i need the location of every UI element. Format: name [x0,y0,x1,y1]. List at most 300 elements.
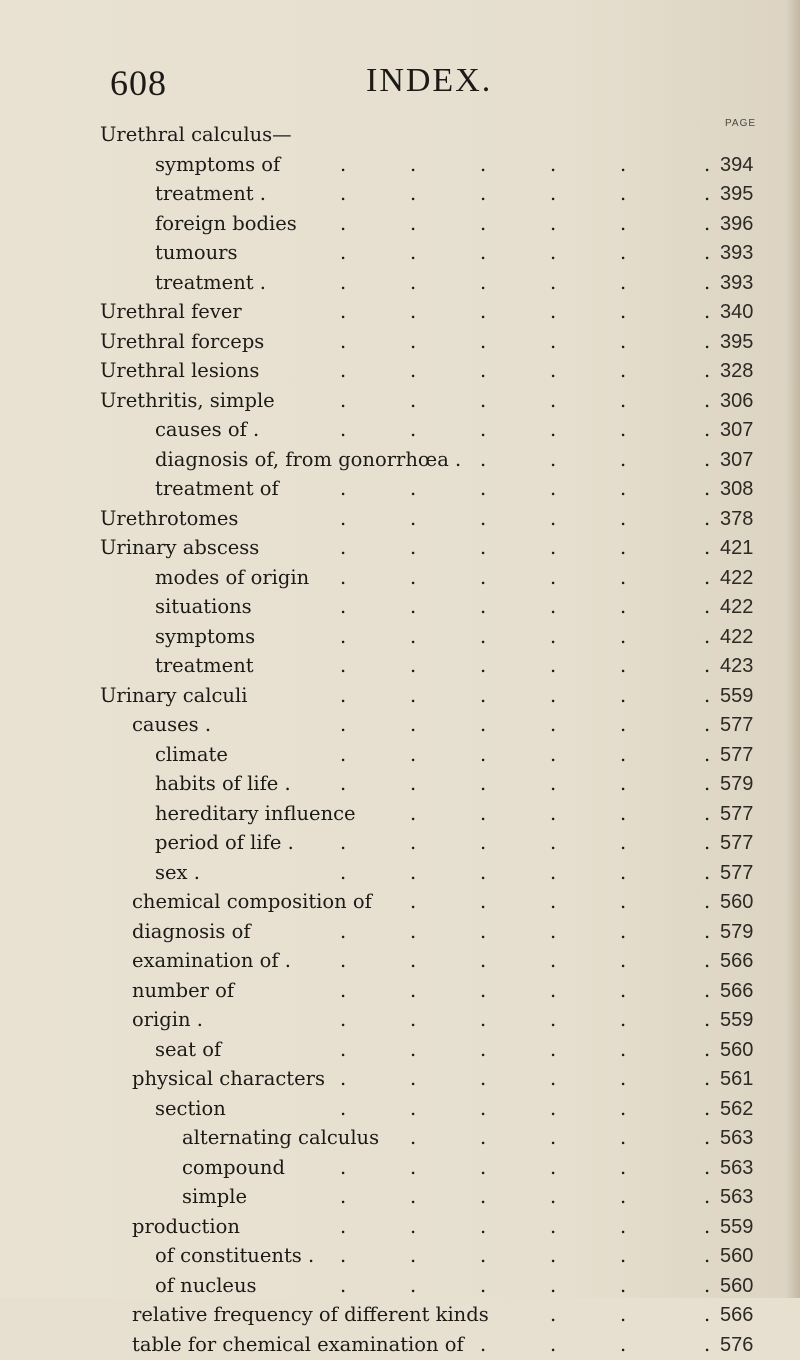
leader-dot: . [480,683,487,707]
entry-label: diagnosis of, from gonorrhœa . [155,447,462,471]
entry-page-number: 422 [720,596,754,618]
entry-label: Urinary abscess [100,536,260,559]
leader-dot: . [550,152,557,176]
leader-dot: . [340,388,347,412]
entry-label: tumours [155,241,238,264]
index-entry [0,799,800,829]
entry-page-number: 559 [720,684,754,707]
entry-page-number: 395 [720,183,754,205]
entry-page-number: 423 [720,655,754,677]
entry-page-number: 560 [720,1274,754,1297]
entry-page-number: 393 [720,242,754,264]
leader-dot: . [410,152,417,176]
index-entry [0,1241,800,1271]
index-entry [0,327,800,357]
leader-dot: . [620,1008,627,1031]
entry-page-number: 563 [720,1127,754,1149]
leader-dot: . [340,506,347,530]
leader-dot: . [550,831,557,854]
entry-label: alternating calculus [182,1126,380,1149]
leader-dot: . [550,182,557,205]
entry-page-number: 396 [720,212,754,235]
leader-dot: . [550,949,557,972]
leader-dot: . [340,241,347,264]
entry-page-number: 307 [720,448,754,471]
page-column-label: PAGE [725,118,757,129]
leader-dot: . [340,831,347,854]
leader-dot: . [550,1096,557,1120]
leader-dot: . [410,1126,417,1149]
leader-dot: . [550,801,557,825]
entry-page-number: 560 [720,1038,754,1061]
leader-dot: . [340,536,347,559]
entry-label: Urethral calculus— [100,123,292,146]
leader-dot: . [620,447,627,471]
leader-dot: . [704,506,711,530]
entry-page-number: 340 [720,301,754,323]
leader-dot: . [550,418,557,441]
leader-dot: . [410,536,417,559]
entry-page-number: 306 [720,389,754,412]
leader-dot: . [704,1214,711,1238]
leader-dot: . [550,654,557,677]
leader-dot: . [480,713,487,736]
leader-dot: . [550,890,557,913]
entry-page-number: 577 [720,861,754,884]
leader-dot: . [410,300,417,323]
leader-dot: . [480,831,487,854]
index-entry [0,946,800,976]
leader-dot: . [340,742,347,766]
entry-label: climate [155,742,228,766]
leader-dot: . [550,506,557,530]
leader-dot: . [340,1096,347,1120]
index-entry [0,740,800,770]
entry-page-number: 563 [720,1186,754,1208]
leader-dot: . [410,1067,417,1090]
entry-label: period of life . [155,831,294,854]
entry-label: treatment of [155,477,279,500]
leader-dot: . [620,831,627,854]
entry-label: Urethritis, simple [100,388,275,412]
leader-dot: . [704,418,711,441]
leader-dot: . [620,565,627,589]
entry-page-number: 422 [720,566,754,589]
leader-dot: . [550,1303,557,1326]
index-entry [0,120,800,150]
leader-dot: . [704,919,711,943]
index-entry [0,238,800,268]
leader-dot: . [480,1155,487,1179]
entry-label: symptoms of [155,152,281,176]
index-entry [0,415,800,445]
leader-dot: . [550,713,557,736]
leader-dot: . [340,418,347,441]
leader-dot: . [704,270,711,294]
leader-dot: . [410,506,417,530]
leader-dot: . [620,1126,627,1149]
entry-page-number: 307 [720,419,754,441]
entry-label: treatment . [155,270,266,294]
leader-dot: . [550,1008,557,1031]
leader-dot: . [340,329,347,353]
leader-dot: . [620,1096,627,1120]
entry-label: sex . [155,860,200,884]
leader-dot: . [704,565,711,589]
entry-page-number: 559 [720,1009,754,1031]
leader-dot: . [620,1214,627,1238]
entry-label: Urethral fever [100,300,242,323]
leader-dot: . [340,978,347,1002]
entry-label: table for chemical examination of [132,1332,464,1356]
entry-page-number: 394 [720,153,754,176]
leader-dot: . [340,270,347,294]
leader-dot: . [480,1273,487,1297]
index-entry [0,1153,800,1183]
entry-label: compound [182,1155,285,1179]
entry-label: modes of origin [155,565,310,589]
leader-dot: . [620,388,627,412]
leader-dot: . [340,949,347,972]
leader-dot: . [704,211,711,235]
leader-dot: . [704,152,711,176]
leader-dot: . [550,624,557,648]
leader-dot: . [620,1244,627,1267]
leader-dot: . [340,1185,347,1208]
leader-dot: . [410,388,417,412]
leader-dot: . [410,477,417,500]
leader-dot: . [620,624,627,648]
leader-dot: . [620,1273,627,1297]
leader-dot: . [550,1037,557,1061]
leader-dot: . [550,1155,557,1179]
index-entry [0,563,800,593]
leader-dot: . [480,565,487,589]
entry-label: causes of . [155,418,260,441]
leader-dot: . [480,919,487,943]
leader-dot: . [620,329,627,353]
index-entry [0,474,800,504]
leader-dot: . [704,595,711,618]
leader-dot: . [620,477,627,500]
leader-dot: . [340,860,347,884]
leader-dot: . [704,1273,711,1297]
entry-page-number: 559 [720,1215,754,1238]
leader-dot: . [704,772,711,795]
leader-dot: . [550,919,557,943]
entry-page-number: 577 [720,832,754,854]
leader-dot: . [704,1155,711,1179]
leader-dot: . [480,742,487,766]
leader-dot: . [704,890,711,913]
leader-dot: . [620,860,627,884]
leader-dot: . [704,713,711,736]
leader-dot: . [620,359,627,382]
leader-dot: . [340,359,347,382]
entry-label: of nucleus [155,1273,257,1297]
leader-dot: . [550,211,557,235]
entry-label: examination of . [132,949,291,972]
leader-dot: . [480,624,487,648]
entry-label: treatment . [155,182,266,205]
leader-dot: . [340,919,347,943]
leader-dot: . [704,742,711,766]
leader-dot: . [480,536,487,559]
leader-dot: . [410,1273,417,1297]
entry-page-number: 579 [720,773,754,795]
entry-label: origin . [132,1008,203,1031]
entry-page-number: 566 [720,979,754,1002]
leader-dot: . [410,1185,417,1208]
leader-dot: . [620,772,627,795]
entry-page-number: 328 [720,360,754,382]
leader-dot: . [704,300,711,323]
leader-dot: . [340,152,347,176]
leader-dot: . [340,1067,347,1090]
leader-dot: . [620,182,627,205]
entry-page-number: 577 [720,743,754,766]
leader-dot: . [340,1214,347,1238]
leader-dot: . [410,1155,417,1179]
entry-page-number: 422 [720,625,754,648]
page-number: 608 [110,63,167,103]
index-entry [0,622,800,652]
leader-dot: . [340,211,347,235]
leader-dot: . [480,801,487,825]
leader-dot: . [620,801,627,825]
index-entry [0,651,800,681]
entry-page-number: 577 [720,802,754,825]
leader-dot: . [550,1126,557,1149]
leader-dot: . [480,1037,487,1061]
index-entry [0,1271,800,1301]
leader-dot: . [410,624,417,648]
leader-dot: . [410,772,417,795]
index-entry [0,858,800,888]
leader-dot: . [704,388,711,412]
leader-dot: . [704,1332,711,1356]
leader-dot: . [340,654,347,677]
leader-dot: . [480,1332,487,1356]
leader-dot: . [620,506,627,530]
leader-dot: . [620,241,627,264]
entry-label: situations [155,595,252,618]
leader-dot: . [410,831,417,854]
leader-dot: . [620,536,627,559]
index-entry [0,1182,800,1212]
leader-dot: . [550,1244,557,1267]
entry-label: foreign bodies [155,211,297,235]
leader-dot: . [480,978,487,1002]
index-entry [0,1035,800,1065]
leader-dot: . [340,1273,347,1297]
leader-dot: . [704,683,711,707]
leader-dot: . [704,536,711,559]
leader-dot: . [480,1096,487,1120]
leader-dot: . [704,359,711,382]
leader-dot: . [550,978,557,1002]
entry-page-number: 566 [720,1304,754,1326]
leader-dot: . [620,978,627,1002]
leader-dot: . [340,1244,347,1267]
leader-dot: . [620,919,627,943]
index-entry [0,1064,800,1094]
leader-dot: . [480,860,487,884]
leader-dot: . [480,152,487,176]
leader-dot: . [620,1155,627,1179]
entry-page-number: 577 [720,714,754,736]
leader-dot: . [410,270,417,294]
leader-dot: . [410,978,417,1002]
leader-dot: . [704,978,711,1002]
entry-page-number: 561 [720,1068,754,1090]
leader-dot: . [410,241,417,264]
leader-dot: . [410,890,417,913]
leader-dot: . [480,359,487,382]
leader-dot: . [410,1214,417,1238]
leader-dot: . [704,1067,711,1090]
leader-dot: . [704,1008,711,1031]
leader-dot: . [410,211,417,235]
leader-dot: . [410,1244,417,1267]
entry-page-number: 579 [720,920,754,943]
leader-dot: . [704,1126,711,1149]
leader-dot: . [550,742,557,766]
entry-label: section [155,1096,226,1120]
index-entry [0,769,800,799]
leader-dot: . [410,860,417,884]
leader-dot: . [410,565,417,589]
leader-dot: . [550,536,557,559]
leader-dot: . [340,1008,347,1031]
entry-label: simple [182,1185,247,1208]
leader-dot: . [550,1067,557,1090]
index-entry [0,179,800,209]
leader-dot: . [550,241,557,264]
leader-dot: . [410,1037,417,1061]
entry-label: chemical composition of [132,890,372,913]
index-entry [0,1005,800,1035]
leader-dot: . [480,1185,487,1208]
leader-dot: . [620,211,627,235]
entry-page-number: 421 [720,537,754,559]
index-entry [0,710,800,740]
leader-dot: . [704,447,711,471]
index-entry [0,504,800,534]
leader-dot: . [620,654,627,677]
leader-dot: . [704,654,711,677]
entry-label: seat of [155,1037,222,1061]
index-entry [0,1330,800,1360]
entry-page-number: 560 [720,1245,754,1267]
leader-dot: . [550,477,557,500]
page-title: INDEX. [366,62,493,99]
index-entry [0,297,800,327]
leader-dot: . [620,1037,627,1061]
leader-dot: . [480,1214,487,1238]
leader-dot: . [340,624,347,648]
leader-dot: . [620,713,627,736]
leader-dot: . [480,300,487,323]
leader-dot: . [550,565,557,589]
index-entry [0,1094,800,1124]
index-entry [0,828,800,858]
leader-dot: . [550,329,557,353]
leader-dot: . [704,329,711,353]
leader-dot: . [480,270,487,294]
entry-page-number: 393 [720,271,754,294]
leader-dot: . [340,683,347,707]
entry-label: of constituents . [155,1244,315,1267]
entry-label: Urinary calculi [100,683,248,707]
leader-dot: . [340,772,347,795]
leader-dot: . [704,1244,711,1267]
leader-dot: . [550,1214,557,1238]
leader-dot: . [340,1037,347,1061]
leader-dot: . [550,1273,557,1297]
leader-dot: . [620,595,627,618]
entry-page-number: 576 [720,1333,754,1356]
leader-dot: . [410,801,417,825]
leader-dot: . [340,565,347,589]
index-entry [0,445,800,475]
leader-dot: . [480,447,487,471]
leader-dot: . [340,713,347,736]
leader-dot: . [480,506,487,530]
leader-dot: . [550,860,557,884]
leader-dot: . [704,831,711,854]
leader-dot: . [340,182,347,205]
leader-dot: . [550,772,557,795]
leader-dot: . [480,329,487,353]
entry-label: production [132,1214,240,1238]
leader-dot: . [480,654,487,677]
leader-dot: . [620,890,627,913]
leader-dot: . [620,683,627,707]
leader-dot: . [480,890,487,913]
leader-dot: . [410,949,417,972]
leader-dot: . [410,329,417,353]
index-entry [0,209,800,239]
leader-dot: . [410,182,417,205]
leader-dot: . [550,388,557,412]
entry-page-number: 395 [720,330,754,353]
leader-dot: . [704,182,711,205]
entry-label: Urethral lesions [100,359,260,382]
leader-dot: . [410,713,417,736]
index-entry [0,386,800,416]
leader-dot: . [550,270,557,294]
entry-label: physical characters [132,1067,325,1090]
leader-dot: . [704,1037,711,1061]
leader-dot: . [704,949,711,972]
entry-page-number: 308 [720,478,754,500]
index-entry [0,976,800,1006]
leader-dot: . [480,595,487,618]
leader-dot: . [480,1244,487,1267]
index-entry [0,356,800,386]
leader-dot: . [550,447,557,471]
leader-dot: . [480,1067,487,1090]
leader-dot: . [340,477,347,500]
leader-dot: . [704,860,711,884]
index-entry [0,268,800,298]
entry-page-number: 562 [720,1097,754,1120]
leader-dot: . [480,1126,487,1149]
entry-label: number of [132,978,235,1002]
entry-label: Urethral forceps [100,329,265,353]
leader-dot: . [620,1332,627,1356]
